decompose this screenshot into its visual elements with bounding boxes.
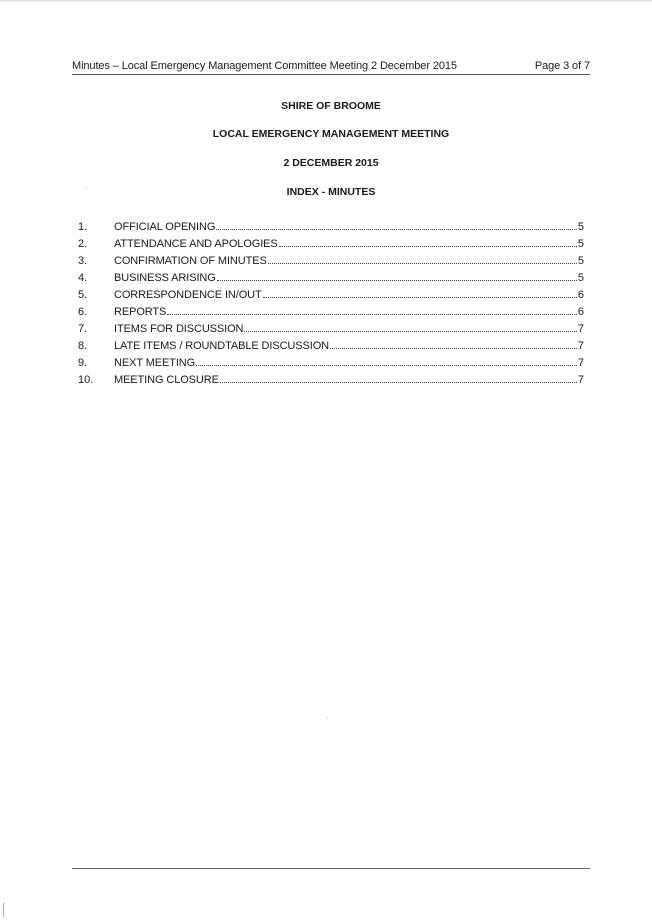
dot-leader bbox=[279, 245, 577, 247]
toc-entry-page: 5 bbox=[577, 238, 584, 250]
toc-entry-title: BUSINESS ARISING bbox=[114, 272, 216, 284]
toc-entry bbox=[78, 338, 584, 355]
toc-entry-page: 7 bbox=[577, 323, 584, 335]
toc-entry-page: 5 bbox=[577, 221, 584, 233]
toc-entry-title: NEXT MEETING bbox=[114, 357, 196, 369]
dot-leader bbox=[167, 313, 577, 315]
toc-entry-number: 8. bbox=[78, 340, 88, 352]
toc-entry-number: 5. bbox=[78, 289, 88, 301]
toc-entry-page: 7 bbox=[577, 374, 584, 386]
toc-entry bbox=[78, 304, 584, 321]
header-document-title: Minutes – Local Emergency Management Committee Meeting 2 December 2015 bbox=[72, 60, 457, 72]
scan-speck bbox=[327, 717, 328, 718]
toc-entry bbox=[78, 287, 584, 304]
scan-speck bbox=[86, 187, 87, 188]
toc-entry-title: ITEMS FOR DISCUSSION bbox=[114, 323, 244, 335]
toc-entry bbox=[78, 355, 584, 372]
toc-entry-number: 3. bbox=[78, 255, 88, 267]
toc-entry bbox=[78, 236, 584, 253]
toc-entry-title: ATTENDANCE AND APOLOGIES bbox=[114, 238, 278, 250]
toc-entry-number: 7. bbox=[78, 323, 88, 335]
dot-leader bbox=[216, 228, 577, 230]
toc-entry-title: OFFICIAL OPENING bbox=[114, 221, 216, 233]
toc-entry-title: REPORTS bbox=[114, 306, 167, 318]
toc-entry-number: 6. bbox=[78, 306, 88, 318]
scan-mark bbox=[3, 903, 4, 917]
toc-entry-page: 5 bbox=[577, 255, 584, 267]
toc-entry-number: 4. bbox=[78, 272, 88, 284]
scan-edge bbox=[0, 0, 652, 3]
header-page-indicator: Page 3 of 7 bbox=[534, 60, 590, 72]
dot-leader bbox=[244, 330, 576, 332]
header-divider bbox=[72, 74, 590, 75]
meeting-title: LOCAL EMERGENCY MANAGEMENT MEETING bbox=[212, 128, 450, 140]
index-heading: INDEX - MINUTES bbox=[286, 186, 376, 198]
toc-entry-title: LATE ITEMS / ROUNDTABLE DISCUSSION bbox=[114, 340, 330, 352]
footer-divider bbox=[72, 868, 590, 869]
toc-entry bbox=[78, 321, 584, 338]
dot-leader bbox=[196, 364, 577, 366]
toc-entry bbox=[78, 270, 584, 287]
toc-entry-page: 7 bbox=[577, 357, 584, 369]
dot-leader bbox=[220, 381, 577, 383]
toc-entry-number: 10. bbox=[78, 374, 94, 386]
toc-entry-title: CORRESPONDENCE IN/OUT bbox=[114, 289, 262, 301]
organisation-title: SHIRE OF BROOME bbox=[281, 100, 381, 112]
toc-entry-number: 2. bbox=[78, 238, 88, 250]
toc-entry-title: CONFIRMATION OF MINUTES bbox=[114, 255, 267, 267]
toc-entry bbox=[78, 372, 584, 389]
toc-entry-page: 5 bbox=[577, 272, 584, 284]
dot-leader bbox=[268, 262, 577, 264]
toc-entry-page: 7 bbox=[577, 340, 584, 352]
toc-entry-number: 1. bbox=[78, 221, 88, 233]
toc-entry-title: MEETING CLOSURE bbox=[114, 374, 219, 386]
toc-entry-page: 6 bbox=[577, 306, 584, 318]
dot-leader bbox=[330, 347, 577, 349]
dot-leader bbox=[217, 279, 577, 281]
meeting-date: 2 DECEMBER 2015 bbox=[283, 157, 379, 169]
toc-entry-number: 9. bbox=[78, 357, 88, 369]
toc-entry-page: 6 bbox=[577, 289, 584, 301]
dot-leader bbox=[263, 296, 577, 298]
toc-entry bbox=[78, 219, 584, 236]
toc-entry bbox=[78, 253, 584, 270]
table-of-contents bbox=[78, 219, 584, 389]
